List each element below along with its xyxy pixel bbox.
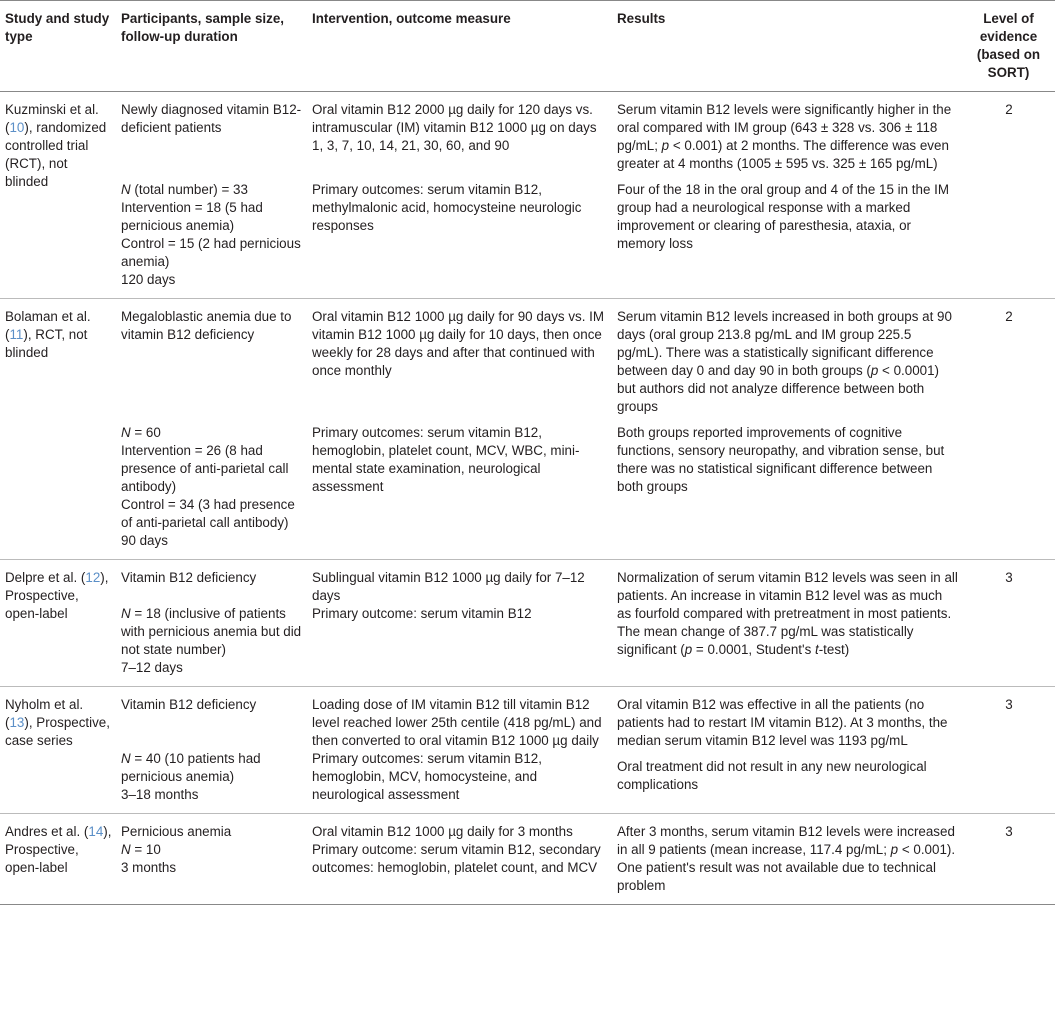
header-participants: Participants, sample size, follow-up duration	[121, 11, 284, 44]
results-cell: Oral treatment did not result in any new neurological complications	[617, 759, 927, 792]
level-cell: 3	[1005, 824, 1013, 839]
intervention-cell: Oral vitamin B12 1000 µg daily for 90 days vs. IM vitamin B12 1000 µg daily for 10 days, then once weekly for 28 days and after that continued with once monthly	[312, 309, 605, 378]
header-intervention: Intervention, outcome measure	[312, 11, 511, 26]
header-row	[0, 1, 1055, 92]
study-author: Delpre et al.	[5, 570, 78, 585]
header-level: Level of evidence (based on SORT)	[976, 11, 1041, 80]
results-cell: Serum vitamin B12 levels were significantly higher in the oral compared with IM group (643 ± 328 vs. 306 ± 118 pg/mL; p < 0.001) at 2 months. The difference was even greater at 4 months (1005 ± 595 vs. 325 ± 165 pg/mL)	[617, 102, 952, 171]
participants-cell: N (total number) = 33 Intervention = 18 (5 had pernicious anemia) Control = 15 (2 had pernicious anemia) 120 days	[121, 182, 301, 287]
level-cell: 3	[1005, 570, 1013, 585]
participants-cell: Vitamin B12 deficiency	[121, 697, 257, 712]
reference-link[interactable]: 10	[9, 120, 25, 135]
intervention-cell: Oral vitamin B12 1000 µg daily for 3 months Primary outcome: serum vitamin B12, secondary outcomes: hemoglobin, platelet count, and MCV	[312, 824, 601, 875]
header-results: Results	[617, 11, 666, 26]
reference-link[interactable]: 13	[9, 715, 25, 730]
table-row	[0, 687, 1055, 751]
participants-cell: Vitamin B12 deficiency N = 18 (inclusive of patients with pernicious anemia but did not state number) 7–12 days	[121, 570, 302, 675]
participants-cell: Newly diagnosed vitamin B12-deficient patients	[121, 102, 302, 135]
level-cell: 2	[1005, 309, 1013, 324]
study-design: , Prospective, open-label	[5, 570, 109, 621]
study-design: , RCT, not blinded	[5, 327, 88, 360]
study-author: Nyholm et al.	[5, 697, 84, 712]
results-cell: Normalization of serum vitamin B12 levels was seen in all patients. An increase in vitamin B12 level was as much as fourfold compared with pretreatment in most patients. The mean change of 387.7 pg/mL was statistically significant (p = 0.0001, Student's t-test)	[617, 570, 958, 657]
results-cell: After 3 months, serum vitamin B12 levels were increased in all 9 patients (mean increase, 117.4 pg/mL; p < 0.001). One patient's result was not available due to technical problem	[617, 824, 956, 893]
outcome-cell: Primary outcomes: serum vitamin B12, hemoglobin, platelet count, MCV, WBC, mini-mental state examination, neurological assessment	[312, 425, 580, 494]
participants-cell: N = 60 Intervention = 26 (8 had presence of anti-parietal call antibody) Control = 34 (3 had presence of anti-parietal call antibody) 90 days	[121, 425, 295, 548]
study-design: , Prospective, open-label	[5, 824, 112, 875]
participants-cell: Megaloblastic anemia due to vitamin B12 deficiency	[121, 309, 292, 342]
intervention-cell: Oral vitamin B12 2000 µg daily for 120 days vs. intramuscular (IM) vitamin B12 1000 µg on days 1, 3, 7, 10, 14, 21, 30, 60, and 90	[312, 102, 597, 153]
reference-link[interactable]: 14	[88, 824, 104, 839]
study-cell: Andres et al. (14), Prospective, open-label	[5, 824, 112, 875]
study-cell: Bolaman et al. (11), RCT, not blinded	[5, 309, 91, 360]
header-study: Study and study type	[5, 11, 110, 44]
outcome-cell: Primary outcomes: serum vitamin B12, hemoglobin, MCV, homocysteine, and neurological assessment	[312, 751, 542, 802]
study-author: Andres et al.	[5, 824, 81, 839]
table-row	[0, 299, 1055, 417]
table-row	[0, 416, 1055, 560]
level-cell: 2	[1005, 102, 1013, 117]
study-author: Bolaman et al.	[5, 309, 91, 324]
table-row	[0, 92, 1055, 174]
results-cell: Serum vitamin B12 levels increased in both groups at 90 days (oral group 213.8 pg/mL and IM group 225.5 pg/mL). There was a statistically significant difference between day 0 and day 90 in both groups (p < 0.0001) but authors did not analyze difference between both groups	[617, 309, 952, 414]
study-design: , randomized controlled trial (RCT), not blinded	[5, 120, 107, 189]
reference-link[interactable]: 11	[9, 327, 24, 342]
table-row	[0, 173, 1055, 299]
table-row	[0, 814, 1055, 905]
table-row	[0, 750, 1055, 814]
results-cell: Both groups reported improvements of cognitive functions, sensory neuropathy, and vibration sense, but there was no statistical significant difference between both groups	[617, 425, 945, 494]
study-cell: Kuzminski et al. (10), randomized controlled trial (RCT), not blinded	[5, 102, 107, 189]
study-design: , Prospective, case series	[5, 715, 110, 748]
participants-cell: Pernicious anemia N = 10 3 months	[121, 824, 232, 875]
outcome-cell: Primary outcomes: serum vitamin B12, methylmalonic acid, homocysteine neurologic responses	[312, 182, 582, 233]
intervention-cell: Sublingual vitamin B12 1000 µg daily for 7–12 days Primary outcome: serum vitamin B12	[312, 570, 585, 621]
study-cell: Delpre et al. (12), Prospective, open-label	[5, 570, 109, 621]
intervention-cell: Loading dose of IM vitamin B12 till vitamin B12 level reached lower 25th centile (418 pg/mL) and then converted to oral vitamin B12 1000 µg daily	[312, 697, 602, 748]
results-cell: Four of the 18 in the oral group and 4 of the 15 in the IM group had a neurological response with a marked improvement or clearing of paresthesia, ataxia, or memory loss	[617, 182, 950, 251]
participants-cell: N = 40 (10 patients had pernicious anemia) 3–18 months	[121, 751, 261, 802]
study-author: Kuzminski et al.	[5, 102, 99, 117]
study-cell: Nyholm et al. (13), Prospective, case series	[5, 697, 110, 748]
level-cell: 3	[1005, 697, 1013, 712]
table-row	[0, 560, 1055, 687]
reference-link[interactable]: 12	[85, 570, 101, 585]
results-cell: Oral vitamin B12 was effective in all the patients (no patients had to restart IM vitamin B12). At 3 months, the median serum vitamin B12 level was 1193 pg/mL	[617, 697, 948, 748]
